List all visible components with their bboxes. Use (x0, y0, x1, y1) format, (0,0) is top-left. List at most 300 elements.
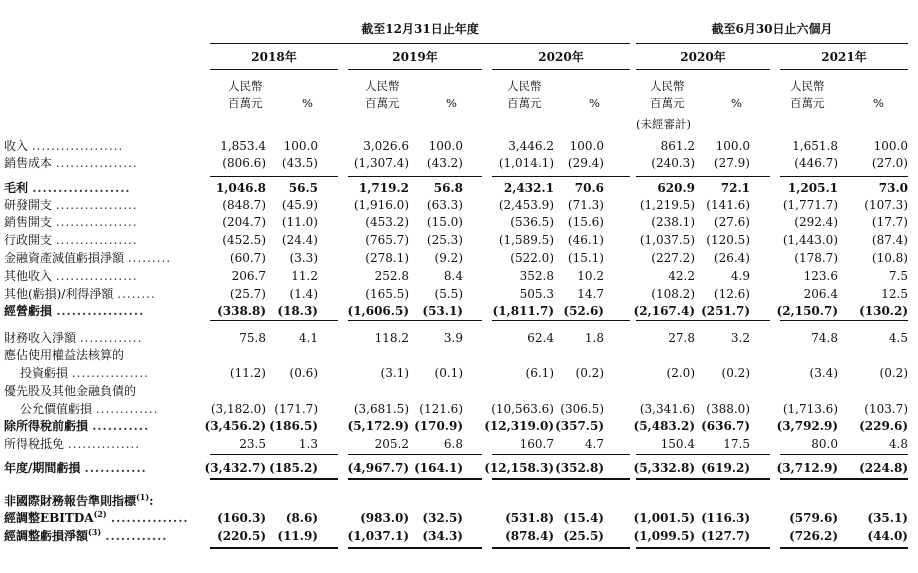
row-label-text: 財務收入淨額 (4, 331, 77, 345)
cell-2020h1-pct: (251.7) (701, 304, 750, 318)
cell-2020h1-amount: (1,037.5) (639, 233, 695, 247)
row-label-text: 投資虧損 (20, 366, 69, 380)
cell-2019-pct: 8.4 (443, 269, 463, 283)
cell-2020-amount: (878.4) (505, 529, 554, 543)
row-label-text: 優先股及其他金融負債的 (4, 384, 137, 398)
cell-2020h1-pct: (116.3) (701, 511, 750, 525)
bottom-rule (492, 547, 630, 549)
unit-label-2021-h1: 百萬元 (790, 96, 825, 110)
cell-2021h1-pct: (10.8) (871, 251, 908, 265)
cell-2020h1-amount: (1,001.5) (633, 511, 695, 525)
currency-label-2019: 人民幣 (365, 79, 400, 93)
cell-2018-pct: (0.6) (289, 366, 318, 380)
cell-2019-amount: 1,719.2 (358, 181, 409, 195)
cell-2019-amount: (3,681.5) (353, 402, 409, 416)
row-label (4, 155, 138, 172)
cell-2018-pct: 4.1 (298, 331, 318, 345)
year-rule-2021-h1 (780, 69, 908, 70)
footnote-marker: (3) (88, 527, 102, 537)
unit-label-2019: 百萬元 (365, 96, 400, 110)
table-row (0, 510, 918, 527)
cell-2018-amount: (204.7) (222, 215, 266, 229)
cell-2019-amount: 205.2 (374, 437, 409, 451)
cell-2019-pct: (32.5) (422, 511, 463, 525)
cell-2019-pct: (15.0) (426, 215, 463, 229)
bottom-rule (348, 547, 482, 549)
cell-2021h1-amount: (1,443.0) (782, 233, 838, 247)
cell-2021h1-amount: (726.2) (789, 529, 838, 543)
row-label (20, 401, 158, 418)
row-label (4, 250, 171, 267)
year-rule-2020 (492, 69, 630, 70)
cell-2021h1-amount: (3,712.9) (776, 461, 838, 475)
leader-dots: ................. (55, 215, 138, 229)
cell-2020-pct: 10.2 (577, 269, 604, 283)
cell-2021h1-amount: (292.4) (794, 215, 838, 229)
cell-2020h1-amount: (3,341.6) (639, 402, 695, 416)
total-rule-net-loss (210, 478, 338, 480)
row-label (4, 493, 154, 510)
unit-label-2020: 百萬元 (507, 96, 542, 110)
cell-2019-amount: (1,037.1) (347, 529, 409, 543)
cell-2020-amount: 160.7 (519, 437, 554, 451)
cell-2020h1-amount: (227.2) (651, 251, 695, 265)
table-row (0, 180, 918, 197)
cell-2018-amount: (848.7) (222, 198, 266, 212)
cell-2020h1-pct: (388.0) (706, 402, 750, 416)
row-label (4, 232, 138, 249)
currency-label-2020: 人民幣 (507, 79, 542, 93)
cell-2019-amount: 3,026.6 (363, 139, 409, 153)
row-label-text: 經調整虧損淨額 (4, 529, 89, 543)
cell-2019-amount: (1,916.0) (353, 198, 409, 212)
cell-2021h1-amount: (2,150.7) (776, 304, 838, 318)
group-rule-annual (210, 43, 630, 44)
cell-2018-pct: 56.5 (288, 181, 318, 195)
table-row (0, 493, 918, 510)
cell-2020-pct: 100.0 (569, 139, 604, 153)
cell-2018-amount: (806.6) (222, 156, 266, 170)
row-label-text: 所得稅抵免 (4, 437, 65, 451)
total-rule-net-loss (348, 478, 482, 480)
cell-2019-amount: (278.1) (365, 251, 409, 265)
cell-2019-pct: (34.3) (422, 529, 463, 543)
leader-dots: ................... (32, 181, 131, 195)
cell-2018-amount: (3,432.7) (204, 461, 266, 475)
row-label (4, 197, 138, 214)
row-label (4, 303, 144, 320)
cell-2020-pct: (15.1) (567, 251, 604, 265)
percent-label-2019: % (446, 96, 457, 110)
cell-2020h1-amount: 42.2 (668, 269, 695, 283)
cell-2020-pct: (46.1) (567, 233, 604, 247)
cell-2019-amount: (1,307.4) (353, 156, 409, 170)
currency-label-2018: 人民幣 (228, 79, 263, 93)
cell-2019-amount: (983.0) (360, 511, 409, 525)
year-header-2018: 2018年 (251, 50, 297, 64)
cell-2020-pct: (52.6) (563, 304, 604, 318)
subtotal-rule-tax (492, 454, 630, 455)
cell-2020h1-pct: 72.1 (720, 181, 750, 195)
cell-2021h1-pct: 7.5 (888, 269, 908, 283)
cell-2020-amount: 2,432.1 (503, 181, 554, 195)
cell-2018-pct: 1.3 (298, 437, 318, 451)
footnote-marker: (2) (93, 509, 107, 519)
cell-2020h1-amount: (1,219.5) (639, 198, 695, 212)
row-label-text: 經調整EBITDA (4, 511, 94, 525)
subtotal-rule-tax (348, 454, 482, 455)
table-row (0, 460, 918, 477)
table-row (0, 436, 918, 453)
cell-2020h1-amount: 620.9 (657, 181, 695, 195)
cell-2021h1-pct: (103.7) (864, 402, 908, 416)
leader-dots: ................ (71, 366, 149, 380)
leader-dots: ............... (67, 437, 141, 451)
row-label-text: 經營虧損 (4, 304, 53, 318)
cell-2020h1-amount: 150.4 (660, 437, 695, 451)
cell-2019-amount: (765.7) (365, 233, 409, 247)
cell-2020h1-amount: (108.2) (651, 287, 695, 301)
percent-label-2018: % (302, 96, 313, 110)
cell-2019-pct: 3.9 (443, 331, 463, 345)
table-row (0, 528, 918, 545)
table-row (0, 303, 918, 320)
cell-2020-pct: 70.6 (574, 181, 604, 195)
cell-2019-pct: (0.1) (434, 366, 463, 380)
cell-2021h1-pct: 73.0 (878, 181, 908, 195)
cell-2020-amount: (2,453.9) (498, 198, 554, 212)
table-row (0, 250, 918, 267)
cell-2018-amount: (25.7) (229, 287, 266, 301)
leader-dots: ................. (55, 233, 138, 247)
cell-2019-amount: (1,606.5) (347, 304, 409, 318)
table-row (0, 347, 918, 364)
table-row (0, 155, 918, 172)
cell-2018-amount: (220.5) (217, 529, 266, 543)
cell-2021h1-pct: (0.2) (879, 366, 908, 380)
table-row (0, 383, 918, 400)
cell-2020h1-pct: (619.2) (701, 461, 750, 475)
cell-2021h1-pct: (130.2) (859, 304, 908, 318)
cell-2020-amount: 352.8 (519, 269, 554, 283)
cell-2018-pct: (171.7) (274, 402, 318, 416)
leader-dots: ............. (79, 331, 143, 345)
cell-2018-pct: (3.3) (289, 251, 318, 265)
cell-2020h1-amount: (238.1) (651, 215, 695, 229)
cell-2020h1-amount: (2,167.4) (633, 304, 695, 318)
cell-2021h1-pct: (87.4) (871, 233, 908, 247)
cell-2020-pct: (15.6) (567, 215, 604, 229)
row-label (4, 528, 167, 545)
row-label-text: 研發開支 (4, 198, 53, 212)
cell-2020-amount: (10,563.6) (491, 402, 554, 416)
bottom-rule (210, 547, 338, 549)
cell-2021h1-amount: (3.4) (809, 366, 838, 380)
year-rule-2019 (348, 69, 482, 70)
total-rule-net-loss (780, 478, 908, 480)
subtotal-rule-tax (636, 454, 770, 455)
cell-2020h1-pct: 17.5 (723, 437, 750, 451)
row-label (4, 347, 124, 364)
cell-2020h1-pct: (27.6) (713, 215, 750, 229)
cell-2018-amount: (60.7) (229, 251, 266, 265)
cell-2021h1-amount: 123.6 (803, 269, 838, 283)
cell-2018-amount: 75.8 (239, 331, 266, 345)
cell-2021h1-amount: 206.4 (803, 287, 838, 301)
row-label (4, 383, 136, 400)
cell-2020-pct: (357.5) (555, 419, 604, 433)
cell-2020h1-amount: (1,099.5) (633, 529, 695, 543)
cell-2019-amount: 118.2 (374, 331, 409, 345)
leader-dots: ................... (31, 139, 124, 153)
subtotal-rule-operating-loss (492, 320, 630, 321)
cell-2021h1-pct: (17.7) (871, 215, 908, 229)
cell-2021h1-pct: 4.5 (888, 331, 908, 345)
cell-2019-amount: (165.5) (365, 287, 409, 301)
row-label-text: 應佔使用權益法核算的 (4, 348, 125, 362)
table-row (0, 232, 918, 249)
row-label-text: 其他收入 (4, 269, 53, 283)
subtotal-rule-gross-profit (210, 176, 338, 177)
table-row (0, 418, 918, 435)
cell-2018-pct: (45.9) (281, 198, 318, 212)
row-label (4, 180, 131, 197)
cell-2020-amount: (1,014.1) (498, 156, 554, 170)
cell-2020h1-amount: (2.0) (666, 366, 695, 380)
cell-2020h1-pct: (12.6) (713, 287, 750, 301)
table-row (0, 365, 918, 382)
cell-2018-pct: 100.0 (283, 139, 318, 153)
cell-2019-pct: (43.2) (426, 156, 463, 170)
leader-dots: ........ (117, 287, 156, 301)
cell-2020-amount: 62.4 (527, 331, 554, 345)
cell-2020h1-amount: 861.2 (660, 139, 695, 153)
cell-2019-amount: (4,967.7) (347, 461, 409, 475)
cell-2018-amount: 1,046.8 (215, 181, 266, 195)
cell-2020-pct: 14.7 (577, 287, 604, 301)
cell-2018-amount: (160.3) (217, 511, 266, 525)
cell-2020-amount: (6.1) (525, 366, 554, 380)
subtotal-rule-operating-loss (780, 320, 908, 321)
cell-2021h1-pct: (229.6) (859, 419, 908, 433)
unaudited-label: (未經審計) (636, 117, 691, 131)
row-label-text: 收入 (4, 139, 29, 153)
cell-2021h1-amount: 1,205.1 (787, 181, 838, 195)
subtotal-rule-tax (210, 454, 338, 455)
cell-2020h1-pct: 4.9 (730, 269, 750, 283)
cell-2021h1-amount: (579.6) (789, 511, 838, 525)
cell-2019-pct: (164.1) (414, 461, 463, 475)
cell-2020h1-amount: (5,483.2) (633, 419, 695, 433)
cell-2018-pct: (18.3) (277, 304, 318, 318)
cell-2018-pct: (186.5) (269, 419, 318, 433)
subtotal-rule-gross-profit (636, 176, 770, 177)
total-rule-net-loss (636, 478, 770, 480)
cell-2021h1-pct: 12.5 (881, 287, 908, 301)
row-label (4, 268, 138, 285)
cell-2021h1-amount: (178.7) (794, 251, 838, 265)
percent-label-2021-h1: % (873, 96, 884, 110)
row-label (4, 214, 138, 231)
cell-2019-pct: (121.6) (419, 402, 463, 416)
cell-2021h1-amount: 1,651.8 (792, 139, 838, 153)
row-label-text: 銷售開支 (4, 215, 53, 229)
row-label-text: 其他(虧損)/利得淨額 (4, 287, 114, 301)
cell-2020h1-pct: (120.5) (706, 233, 750, 247)
leader-dots: ................. (55, 156, 138, 170)
leader-dots: ................. (55, 269, 138, 283)
cell-2019-pct: 100.0 (428, 139, 463, 153)
cell-2020-pct: (25.5) (563, 529, 604, 543)
cell-2020-amount: 505.3 (519, 287, 554, 301)
unit-label-2020-h1: 百萬元 (650, 96, 685, 110)
row-label-text: 公允價值虧損 (20, 402, 93, 416)
cell-2020-amount: (531.8) (505, 511, 554, 525)
year-header-2020-h1: 2020年 (680, 50, 726, 64)
cell-2021h1-pct: (107.3) (864, 198, 908, 212)
subtotal-rule-tax (780, 454, 908, 455)
cell-2020-pct: 4.7 (584, 437, 604, 451)
interim-period-header: 截至6月30日止六個月 (711, 22, 833, 36)
cell-2019-pct: (25.3) (426, 233, 463, 247)
cell-2021h1-pct: (224.8) (859, 461, 908, 475)
cell-2021h1-pct: (44.0) (867, 529, 908, 543)
cell-2019-pct: 56.8 (433, 181, 463, 195)
cell-2018-pct: (185.2) (269, 461, 318, 475)
row-label-text: 年度/期間虧損 (4, 461, 81, 475)
year-rule-2018 (210, 69, 338, 70)
cell-2020-amount: (12,158.3) (484, 461, 554, 475)
cell-2018-pct: (11.9) (277, 529, 318, 543)
row-label-text: 非國際財務報告準則指標 (4, 494, 137, 508)
footnote-marker: (1) (136, 492, 150, 502)
cell-2020-pct: (15.4) (563, 511, 604, 525)
cell-2020h1-pct: (636.7) (701, 419, 750, 433)
table-row (0, 330, 918, 347)
cell-2020h1-pct: (141.6) (706, 198, 750, 212)
cell-2020-pct: (306.5) (560, 402, 604, 416)
leader-dots: ........... (92, 419, 150, 433)
cell-2021h1-amount: (3,792.9) (776, 419, 838, 433)
currency-label-2020-h1: 人民幣 (650, 79, 685, 93)
cell-2019-pct: (170.9) (414, 419, 463, 433)
cell-2019-amount: (453.2) (365, 215, 409, 229)
percent-label-2020: % (589, 96, 600, 110)
cell-2020-amount: (12,319.0) (484, 419, 554, 433)
cell-2018-amount: (452.5) (222, 233, 266, 247)
currency-label-2021-h1: 人民幣 (790, 79, 825, 93)
percent-label-2020-h1: % (731, 96, 742, 110)
cell-2020-amount: (522.0) (510, 251, 554, 265)
cell-2020h1-pct: (0.2) (721, 366, 750, 380)
cell-2020-amount: (536.5) (510, 215, 554, 229)
subtotal-rule-gross-profit (492, 176, 630, 177)
cell-2021h1-amount: (1,771.7) (782, 198, 838, 212)
leader-dots: ............ (84, 461, 147, 475)
year-header-2019: 2019年 (392, 50, 438, 64)
table-row (0, 214, 918, 231)
cell-2018-pct: (8.6) (285, 511, 318, 525)
cell-2019-pct: (63.3) (426, 198, 463, 212)
cell-2020h1-amount: (240.3) (651, 156, 695, 170)
subtotal-rule-gross-profit (348, 176, 482, 177)
cell-2020-pct: (0.2) (575, 366, 604, 380)
row-label-text: 金融資產減值虧損淨額 (4, 251, 125, 265)
cell-2021h1-pct: 4.8 (888, 437, 908, 451)
row-label (4, 138, 123, 155)
cell-2018-pct: (1.4) (289, 287, 318, 301)
cell-2018-pct: (11.0) (281, 215, 318, 229)
leader-dots: ................. (55, 198, 138, 212)
cell-2018-amount: 23.5 (239, 437, 266, 451)
cell-2020h1-pct: 3.2 (730, 331, 750, 345)
cell-2021h1-pct: 100.0 (873, 139, 908, 153)
row-label-text: 毛利 (4, 181, 29, 195)
leader-dots: ............ (105, 529, 168, 543)
subtotal-rule-operating-loss (636, 320, 770, 321)
cell-2021h1-amount: 74.8 (811, 331, 838, 345)
cell-2020-amount: (1,589.5) (498, 233, 554, 247)
row-label (4, 330, 142, 347)
subtotal-rule-gross-profit (780, 176, 908, 177)
bottom-rule (780, 547, 908, 549)
bottom-rule (636, 547, 770, 549)
cell-2018-pct: (43.5) (281, 156, 318, 170)
row-label (4, 418, 149, 435)
leader-dots: ............. (95, 402, 159, 416)
cell-2019-pct: 6.8 (443, 437, 463, 451)
cell-2021h1-amount: (446.7) (794, 156, 838, 170)
table-row (0, 197, 918, 214)
cell-2020h1-amount: (5,332.8) (633, 461, 695, 475)
cell-2020-pct: (29.4) (567, 156, 604, 170)
cell-2021h1-amount: 80.0 (811, 437, 838, 451)
cell-2020-pct: 1.8 (584, 331, 604, 345)
cell-2019-pct: (9.2) (434, 251, 463, 265)
cell-2021h1-pct: (35.1) (867, 511, 908, 525)
cell-2019-amount: (3.1) (380, 366, 409, 380)
cell-2020-amount: 3,446.2 (508, 139, 554, 153)
group-rule-interim (636, 43, 908, 44)
cell-2019-pct: (5.5) (434, 287, 463, 301)
cell-2019-amount: 252.8 (374, 269, 409, 283)
annual-period-header: 截至12月31日止年度 (361, 22, 479, 36)
row-label (4, 460, 147, 477)
row-label (4, 510, 189, 527)
table-row (0, 401, 918, 418)
cell-2020-pct: (71.3) (567, 198, 604, 212)
row-label-text: 行政開支 (4, 233, 53, 247)
subtotal-rule-operating-loss (210, 320, 338, 321)
cell-2019-pct: (53.1) (422, 304, 463, 318)
leader-dots: ............... (110, 511, 189, 525)
table-row (0, 286, 918, 303)
cell-2021h1-amount: (1,713.6) (782, 402, 838, 416)
row-label-text: 除所得稅前虧損 (4, 419, 89, 433)
cell-2018-amount: 206.7 (231, 269, 266, 283)
cell-2020-amount: (1,811.7) (492, 304, 554, 318)
cell-2020h1-pct: 100.0 (715, 139, 750, 153)
cell-2019-amount: (5,172.9) (347, 419, 409, 433)
row-label-text: 銷售成本 (4, 156, 53, 170)
cell-2018-amount: (338.8) (217, 304, 266, 318)
cell-2018-amount: 1,853.4 (220, 139, 266, 153)
row-label (20, 365, 149, 382)
table-row (0, 268, 918, 285)
leader-dots: ......... (127, 251, 172, 265)
row-label (4, 436, 140, 453)
cell-2018-pct: (24.4) (281, 233, 318, 247)
